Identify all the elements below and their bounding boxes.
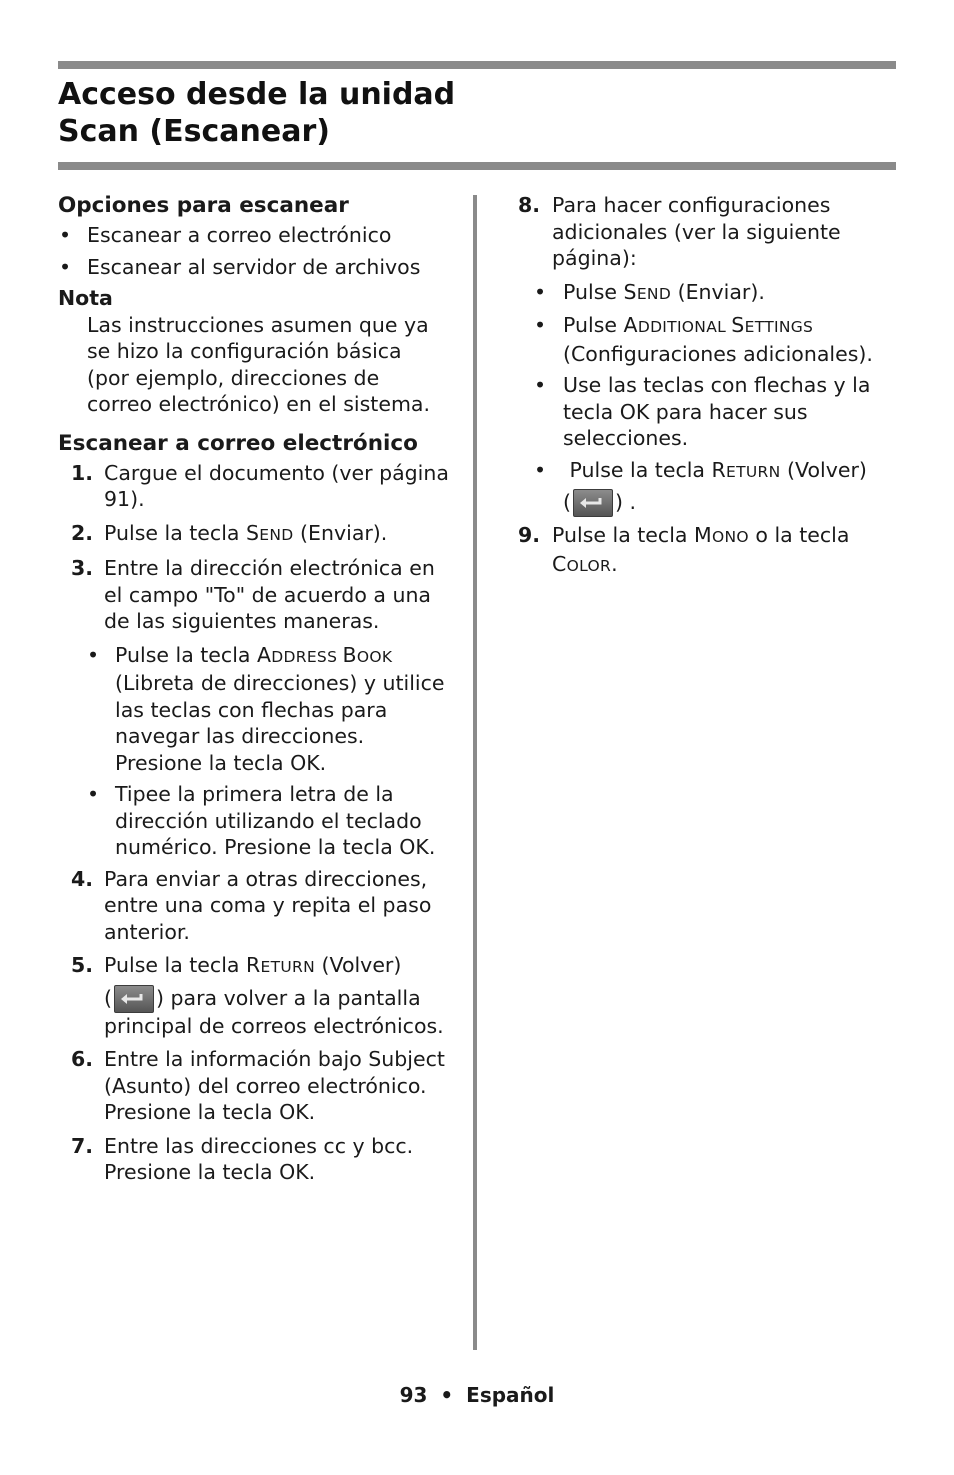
key-mono: MONO — [693, 523, 749, 547]
step-3-option-address-book: • Pulse la tecla ADDRESS BOOK (Libreta de direcciones) y utilice las teclas con flechas para navegar las direcciones. Presione la tecla OK. — [58, 642, 450, 777]
step-4: 4. Para enviar a otras direcciones, entre una coma y repita el paso anterior. — [71, 866, 432, 944]
note-text: Las instrucciones asumen que ya se hizo la configuración básica (por ejemplo, direcciones de correo electrónico) en el sistema. — [87, 312, 430, 416]
step-1: 1. Cargue el documento (ver página 91). — [71, 460, 449, 511]
options-item: • Escanear al servidor de archivos — [58, 254, 450, 281]
footer-language: Español — [466, 1383, 555, 1407]
left-column — [58, 190, 450, 1193]
page-title: Acceso desde la unidad Scan (Escanear) — [58, 77, 456, 149]
email-heading: Escanear a correo electrónico — [58, 430, 418, 456]
return-icon — [114, 985, 154, 1013]
step-9: 9. Pulse la tecla MONO o la tecla COLOR. — [518, 523, 850, 576]
footer-separator: • — [440, 1383, 454, 1407]
step-8-return: • Pulse la tecla RETURN (Volver) ( ) . — [518, 457, 888, 518]
page-footer — [0, 1383, 954, 1407]
key-send: SEND — [623, 279, 672, 304]
header-rule-bottom — [58, 162, 896, 170]
note-label: Nota — [58, 286, 113, 310]
header-rule-top — [58, 61, 896, 69]
key-return: RETURN — [711, 457, 781, 482]
options-item: • Escanear a correo electrónico — [58, 222, 450, 249]
options-heading: Opciones para escanear — [58, 193, 349, 218]
step-3-option-keypad: • Tipee la primera letra de la dirección utilizando el teclado numérico. Presione la tecla OK. — [58, 781, 450, 861]
key-return: RETURN — [245, 953, 315, 977]
key-additional-settings: ADDITIONAL SETTINGS — [623, 313, 814, 337]
step-6: 6. Entre la información bajo Subject (Asunto) del correo electrónico. Presione la tecla OK. — [71, 1047, 445, 1124]
step-8-send: • Pulse SEND (Enviar). — [518, 279, 888, 308]
key-address-book: ADDRESS BOOK — [256, 642, 393, 667]
return-icon — [573, 489, 613, 517]
step-8-arrows: • Use las teclas con flechas y la tecla OK para hacer sus selecciones. — [518, 372, 888, 452]
step-5: 5. Pulse la tecla RETURN (Volver) ( ) para volver a la pantalla principal de correos electrónicos. — [71, 953, 444, 1038]
right-column — [518, 190, 888, 586]
key-color: COLOR — [552, 551, 612, 576]
step-3: 3. Entre la dirección electrónica en el campo "To" de acuerdo a una de las siguientes maneras. — [71, 556, 435, 633]
column-divider — [473, 195, 477, 1350]
step-7: 7. Entre las direcciones cc y bcc. Presione la tecla OK. — [71, 1133, 414, 1184]
key-send: SEND — [245, 520, 294, 545]
step-2: 2. Pulse la tecla SEND (Enviar). — [71, 520, 388, 545]
step-8: 8. Para hacer configuraciones adicionales (ver la siguiente página): — [518, 193, 841, 270]
page-number: 93 — [399, 1383, 428, 1407]
step-8-additional-settings: • Pulse ADDITIONAL SETTINGS (Configuraciones adicionales). — [518, 312, 888, 367]
